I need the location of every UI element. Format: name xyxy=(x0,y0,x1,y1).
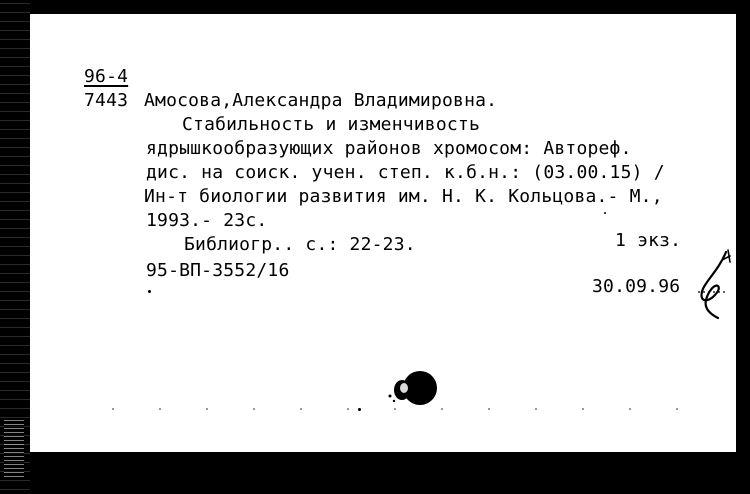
ink-dot xyxy=(148,290,151,293)
catalog-card xyxy=(30,14,736,452)
scan-edge-noise xyxy=(4,420,24,480)
shelf-mark: 96-4 xyxy=(84,66,129,87)
title-line-2: ядрышкообразующих районов хромосом: Автореф. xyxy=(146,138,632,159)
handwritten-signature-icon xyxy=(692,248,734,322)
title-line-5: 1993.- 23с. xyxy=(146,210,268,231)
bibliography-note: Библиогр.. с.: 22-23. xyxy=(184,234,416,255)
scan-noise-line xyxy=(90,408,710,410)
author-name: Амосова,Александра Владимировна. xyxy=(144,90,498,111)
ink-dot xyxy=(604,212,606,214)
ink-dot xyxy=(358,408,361,411)
catalog-number: 95-ВП-3552/16 xyxy=(146,260,290,281)
copies-count: 1 экз. xyxy=(615,230,682,251)
title-line-1: Стабильность и изменчивость xyxy=(182,114,480,135)
date-stamp: 30.09.96 xyxy=(592,276,681,297)
accession-number: 7443 xyxy=(84,90,129,111)
title-line-4: Ин-т биологии развития им. Н. К. Кольцова.- М., xyxy=(144,186,663,207)
title-line-3: дис. на соиск. учен. степ. к.б.н.: (03.00.15) / xyxy=(146,162,665,183)
punch-hole-icon xyxy=(382,368,442,408)
